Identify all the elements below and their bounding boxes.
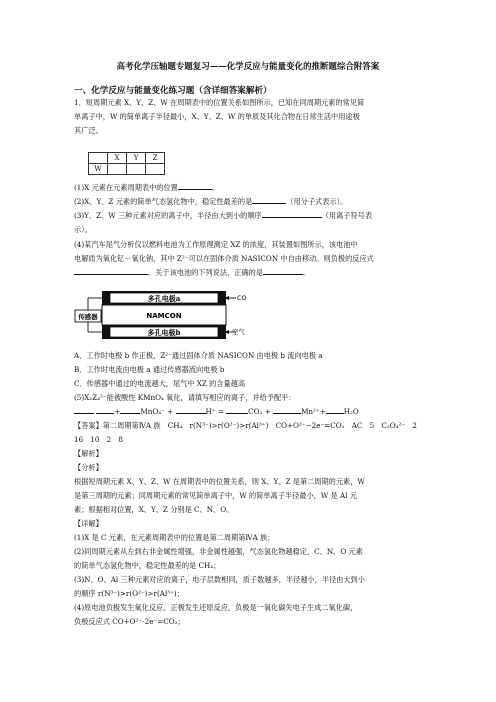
question-3-tail: （用离子符号表 — [321, 211, 373, 220]
table-cell — [146, 164, 165, 175]
answer-blank[interactable] — [178, 181, 212, 190]
question-3-cont: 示）。 — [74, 225, 92, 234]
eq-term: + — [114, 407, 121, 416]
punct: 。 — [211, 183, 220, 192]
co-label: CO — [237, 294, 247, 302]
question-4-line-3 — [74, 266, 426, 280]
question-intro-line-1: 1．短周期元素 X、Y、Z、W 在周期表中的位置关系如图所示，已知在同周期元素的常见简 — [74, 98, 365, 107]
question-4-tail: 。关于该电池的下列说法，正确的是 — [148, 268, 264, 277]
electrode-b-label: 多孔电极b — [147, 328, 181, 337]
question-4-line-1: (4)某汽车尾气分析仪以燃料电池为工作原理测定 XZ 的浓度，其装置如图所示，该电池中 — [74, 240, 358, 249]
answer-blank[interactable] — [263, 266, 303, 275]
namcon-label: NAMCON — [146, 312, 182, 320]
answer-blank[interactable] — [176, 405, 206, 414]
table-cell: Y — [127, 153, 146, 164]
punct: 。 — [303, 268, 311, 277]
answer-blank[interactable] — [252, 195, 286, 204]
question-2-tail: （用分子式表示）。 — [286, 197, 348, 206]
analysis-label: 【解析】 — [74, 449, 103, 458]
fuel-cell-diagram — [74, 290, 247, 346]
question-1 — [74, 181, 426, 195]
document-title: 高考化学压轴题专题复习——化学反应与能量变化的推断题综合附答案 — [116, 61, 380, 71]
table-cell — [89, 153, 108, 164]
question-1-text: (1)X 元素在元素周期表中的位置 — [74, 183, 178, 192]
table-cell: W — [89, 164, 108, 175]
answer-blank[interactable] — [74, 405, 94, 414]
detail-line-3b: 的顺序 r(N³⁻)>r(O²⁻)>r(Al³⁺)； — [74, 589, 184, 598]
question-5: (5)X₂Z₄²⁻能被酸性 KMnO₄ 氧化，请填写相应的离子，并给予配平： — [74, 393, 296, 402]
table-cell: Z — [146, 153, 165, 164]
option-a: A．工作时电极 b 作正极，Z²⁻通过固体介质 NASICON 由电极 b 流向电极 a — [74, 351, 323, 360]
eq-term: Mn²⁺+ — [301, 407, 326, 416]
answer-blank[interactable] — [74, 266, 148, 275]
option-c: C．传感器中通过的电流越大，尾气中 XZ 的含量越高 — [74, 379, 246, 388]
electrode-a-label: 多孔电极a — [147, 294, 181, 303]
answer-line-2: 16 10 2 8 — [74, 435, 124, 444]
detail-line-4a: (4)原电池负极发生氧化反应、正极发生还原反应，负极是一氧化碳失电子生成二氧化碳， — [74, 603, 358, 612]
detail-line-3a: (3)N、O、Al 三种元素对应的离子，电子层数相同，质子数越多，半径越小，半径由大到小 — [74, 575, 365, 584]
detail-line-1: (1)X 是 C 元素，在元素周期表中的位置是第二周期第ⅣA 族； — [74, 533, 275, 542]
answer-blank[interactable] — [96, 405, 114, 414]
air-label: 空气 — [232, 328, 245, 336]
answer-blank[interactable] — [120, 405, 140, 414]
periodic-position-table — [88, 152, 165, 175]
question-4-line-2: 电解质为氧化钇－氧化钠，其中 Z²⁻可以在固体介质 NASICON 中自由移动。则负极的反应式 — [74, 254, 374, 263]
sensor-label: 传感器 — [78, 313, 98, 321]
section-heading: 一、化学反应与能量变化练习题（含详细答案解析） — [74, 86, 272, 96]
analysis-line-3: 素；根据相对位置，X、Y、Z 分别是 C、N、O。 — [74, 505, 234, 514]
answer-blank[interactable] — [326, 405, 344, 414]
detail-line-2b: 的简单气态氢化物中，稳定性最差的是 CH₄； — [74, 561, 221, 570]
breakdown-label: 【分析】 — [74, 463, 103, 472]
table-cell — [127, 164, 146, 175]
eq-term: H⁺ = — [205, 407, 224, 416]
detail-line-2a: (2)同周期元素从左到右非金属性增强，非金属性越强，气态氢化物越稳定，C、N、O 元素 — [74, 547, 363, 556]
question-3 — [74, 209, 426, 223]
question-2-text: (2)X、Y、Z 元素的简单气态氢化物中，稳定性最差的是 — [74, 197, 253, 206]
eq-term: H₂O — [343, 407, 359, 416]
detail-line-4b: 负极反应式 CO+O²⁻-2e⁻=CO₂； — [74, 617, 185, 626]
answer-blank[interactable] — [226, 405, 248, 414]
question-3-text: (3)Y、Z、W 三种元素对应的离子中，半径由大到小的顺序 — [74, 211, 262, 220]
eq-term: CO₂ + — [248, 407, 271, 416]
detail-label: 【详解】 — [74, 519, 103, 528]
analysis-line-2: 是第三周期的元素；同周期元素的常见简单离子中，W 的简单离子半径最小，W 是 Al 元 — [74, 491, 357, 500]
question-2 — [74, 195, 426, 209]
answer-blank[interactable] — [262, 209, 322, 218]
question-intro-line-3: 其广泛。 — [74, 126, 103, 135]
eq-term: MnO₄⁻ + — [140, 407, 174, 416]
table-cell: X — [108, 153, 127, 164]
analysis-line-1: 根据短周期元素 X、Y、Z、W 在周期表中的位置关系，则 X、Y、Z 是第二周期的元素，W — [74, 477, 365, 486]
table-cell — [108, 164, 127, 175]
answer-blank[interactable] — [273, 405, 301, 414]
question-intro-line-2: 单离子中，W 的简单离子半径最小，X、Y、Z、W 的单质及其化合物在日常生活中用途极 — [74, 112, 360, 121]
balancing-equation — [74, 405, 426, 419]
answer-line-1: 【答案】第二周期第ⅣA 族 CH₄ r(N³⁻)>r(O²⁻)>r(Al³⁺) CO+O²⁻−2e⁻=CO₂ AC 5 C₂O₄²⁻ 2 — [74, 421, 417, 430]
option-b: B．工作时电流由电极 a 通过传感器流向电极 b — [74, 365, 225, 374]
